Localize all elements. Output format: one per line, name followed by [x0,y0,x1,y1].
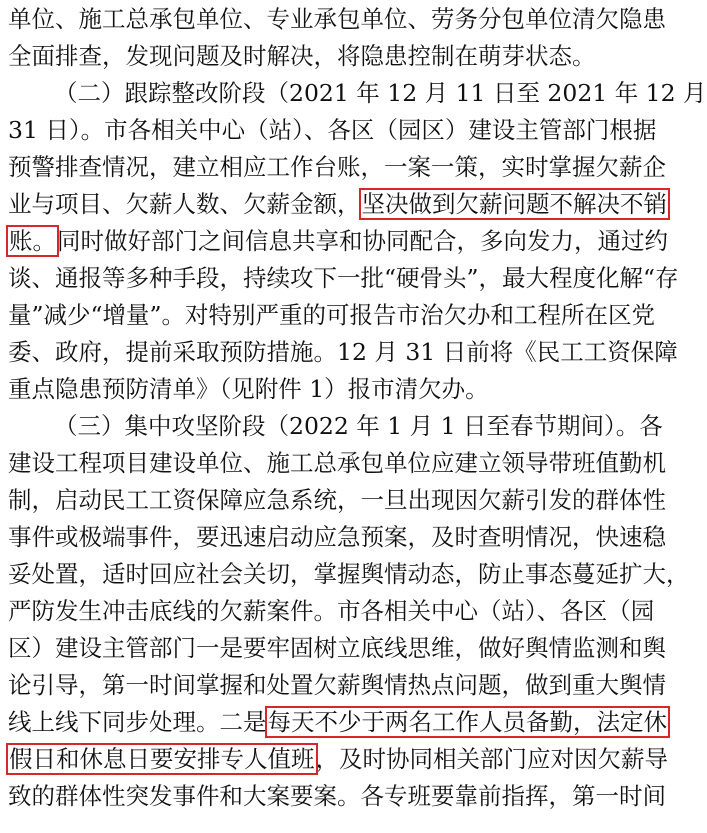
text-segment: 线上线下同步处理。二是 [8,708,267,736]
section-heading-2: （二）跟踪整改阶段（2021 年 12 月 11 日至 2021 年 12 月 [54,79,707,107]
text-segment: 同时做好部门之间信息共享和协同配合，多向发力，通过约 [57,227,668,255]
text-line: 委、政府，提前采取预防措施。12 月 31 日前将《民工工资保障 [8,338,678,366]
section-heading-3: （三）集中攻坚阶段（2022 年 1 月 1 日至春节期间）。各 [54,412,663,440]
text-line [8,224,668,258]
text-line: 全面排查，发现问题及时解决，将隐患控制在萌芽状态。 [8,42,596,70]
text-line: 预警排查情况，建立相应工作台账，一案一策，实时掌握欠薪企 [8,153,666,181]
text-line: 单位、施工总承包单位、专业承包单位、劳务分包单位清欠隐患 [8,5,666,33]
text-line: 严防发生冲击底线的欠薪案件。市各相关中心（站）、各区（园 [8,597,655,625]
text-line: 31 日）。市各相关中心（站）、各区（园区）建设主管部门根据 [8,116,657,144]
text-segment: ，及时协同相关部门应对因欠薪导 [315,745,668,773]
text-line: 区）建设主管部门一是要牢固树立底线思维，做好舆情监测和舆 [8,634,666,662]
text-segment: 业与项目、欠薪人数、欠薪金额， [8,190,361,218]
text-line: 量”减少“增量”。对特别严重的可报告市治欠办和工程所在区党 [8,301,656,329]
highlighted-text: 账。 [9,227,56,255]
text-line [8,705,667,739]
text-line [8,742,668,776]
highlighted-text: 坚决做到欠薪问题不解决不销 [361,190,667,218]
highlighted-text: 假日和休息日要安排专人值班 [9,745,315,773]
text-line: 事件或极端事件，要迅速启动应急预案，及时查明情况，快速稳 [8,523,666,551]
text-line: 重点隐患预防清单》（见附件 1）报市清欠办。 [8,375,489,403]
text-line: 论引导，第一时间掌握和处置欠薪舆情热点问题，做到重大舆情 [8,671,666,699]
highlighted-text: 每天不少于两名工作人员备勤，法定休 [267,708,667,736]
text-line [8,187,667,221]
text-line: 谈、通报等多种手段，持续攻下一批“硬骨头”，最大程度化解“存 [8,264,679,292]
text-line: 制，启动民工工资保障应急系统，一旦出现因欠薪引发的群体性 [8,486,666,514]
text-line: 致的群体性突发事件和大案要案。各专班要靠前指挥，第一时间 [8,782,666,810]
text-line: 建设工程项目建设单位、施工总承包单位应建立领导带班值勤机 [8,449,666,477]
text-line: 妥处置，适时回应社会关切，掌握舆情动态，防止事态蔓延扩大， [8,560,690,588]
